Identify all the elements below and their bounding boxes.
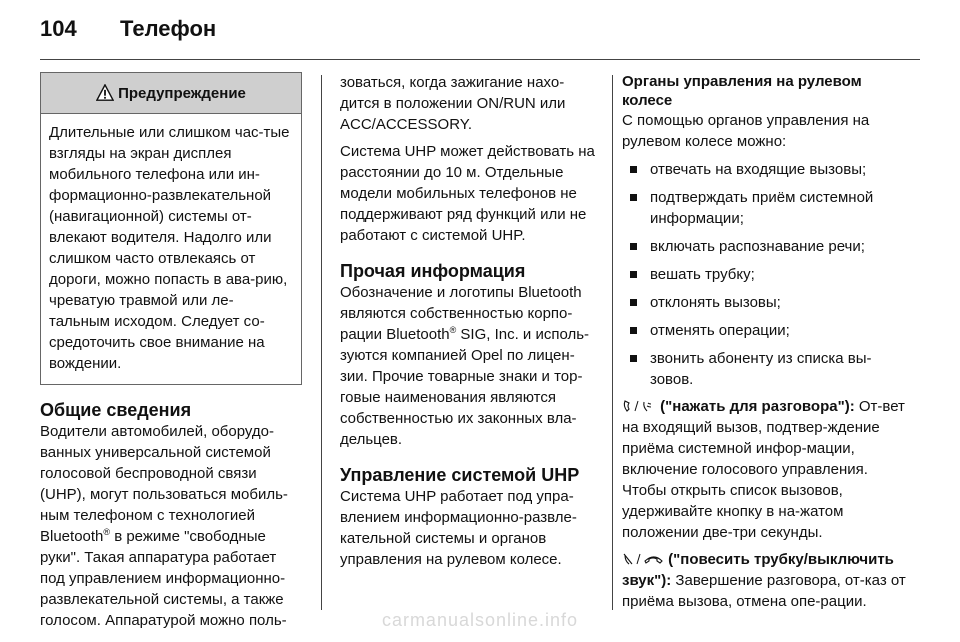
uhp-control-text: Система UHP работает под упра-влением информационно-развле-кательной системы и органов управления на рулевом колесе. bbox=[340, 488, 577, 568]
list-item: включать распознавание речи; bbox=[622, 236, 908, 257]
talk-button-description bbox=[622, 396, 908, 543]
hangup-button-label: ("повесить трубку/выключить звук"): bbox=[622, 551, 894, 589]
other-info-text bbox=[340, 282, 602, 450]
general-text-continued: зоваться, когда зажигание нахо-дится в положении ON/RUN или ACC/ACCESSORY. bbox=[340, 74, 566, 133]
other-info-text-part1: Обозначение и логотипы Bluetooth являются собственностью корпо-рации Bluetooth bbox=[340, 284, 582, 343]
list-item: звонить абоненту из списка вы-зовов. bbox=[622, 348, 908, 390]
list-item: отменять операции; bbox=[622, 320, 908, 341]
list-item: отвечать на входящие вызовы; bbox=[622, 159, 908, 180]
general-text-part1: Водители автомобилей, оборудо-ванных универсальной системой голосовой беспроводной связи (UHP), могут пользоваться мобиль-ным телефоном с технологией Bluetooth bbox=[40, 423, 288, 545]
page-number: 104 bbox=[40, 16, 77, 41]
steering-heading: Органы управления на рулевом колесе bbox=[622, 73, 862, 109]
list-item: вешать трубку; bbox=[622, 264, 908, 285]
list-item: подтверждать приём системной информации; bbox=[622, 187, 908, 229]
page-header bbox=[40, 16, 920, 56]
column-divider-left bbox=[321, 75, 322, 610]
uhp-control-heading: Управление системой UHP bbox=[340, 465, 580, 485]
talk-button-label: ("нажать для разговора"): bbox=[660, 398, 855, 415]
column-divider-right bbox=[612, 75, 613, 610]
warning-text: Длительные или слишком час-тые взгляды на экран дисплея мобильного телефона или ин-формационно-развлекательной (навигационной) системы от-влекают водителя. Надолго или слишком часто отвлекаясь от дороги, можно попасть в ава-рию, чреватую травмой или ле-тальным исходом. Следует со-средоточить свое внимание на вождении. bbox=[41, 114, 301, 384]
page-title: Телефон bbox=[120, 16, 217, 41]
talk-button-text: От-вет на входящий вызов, подтвер-ждение приёма системной инфор-мации, включение голосового управления. Чтобы открыть список вызовов, удерживайте кнопку в на-жатом положении две-три секунды. bbox=[622, 398, 905, 541]
middle-column bbox=[340, 72, 602, 570]
warning-title: Предупреждение bbox=[118, 84, 246, 102]
warning-triangle-icon bbox=[96, 84, 114, 102]
left-column bbox=[40, 72, 302, 631]
list-item: отклонять вызовы; bbox=[622, 292, 908, 313]
hangup-mute-icon bbox=[622, 552, 664, 566]
steering-functions-list bbox=[622, 159, 908, 390]
header-divider bbox=[40, 59, 920, 60]
range-text: Система UHP может действовать на расстоянии до 10 м. Отдельные модели мобильных телефонов не поддерживают ряд функций или не работают с системой UHP. bbox=[340, 143, 595, 244]
general-heading: Общие сведения bbox=[40, 400, 192, 420]
warning-header bbox=[41, 73, 301, 114]
other-info-heading: Прочая информация bbox=[340, 261, 526, 281]
steering-intro: С помощью органов управления на рулевом колесе можно: bbox=[622, 112, 870, 150]
registered-mark: ® bbox=[449, 325, 457, 335]
hangup-button-text: Завершение разговора, от-каз от приёма вызова, отмена опе-рации. bbox=[622, 572, 906, 610]
general-text-part2: в режиме "свободные руки". Такая аппаратура работает под управлением информационно-развлекательной системы, а также голосом. Аппаратурой можно поль- bbox=[40, 528, 287, 629]
watermark: carmanualsonline.info bbox=[381, 610, 579, 630]
right-column bbox=[622, 72, 908, 612]
registered-mark: ® bbox=[103, 527, 111, 537]
warning-box bbox=[40, 72, 302, 385]
general-text bbox=[40, 421, 302, 631]
hangup-button-description bbox=[622, 549, 908, 612]
talk-phone-icon bbox=[622, 399, 656, 413]
other-info-text-part2: SIG, Inc. и исполь-зуются компанией Opel по лицен-зии. Прочие товарные знаки и тор-говые наименования являются собственностью их законных вла-дельцев. bbox=[340, 326, 590, 448]
